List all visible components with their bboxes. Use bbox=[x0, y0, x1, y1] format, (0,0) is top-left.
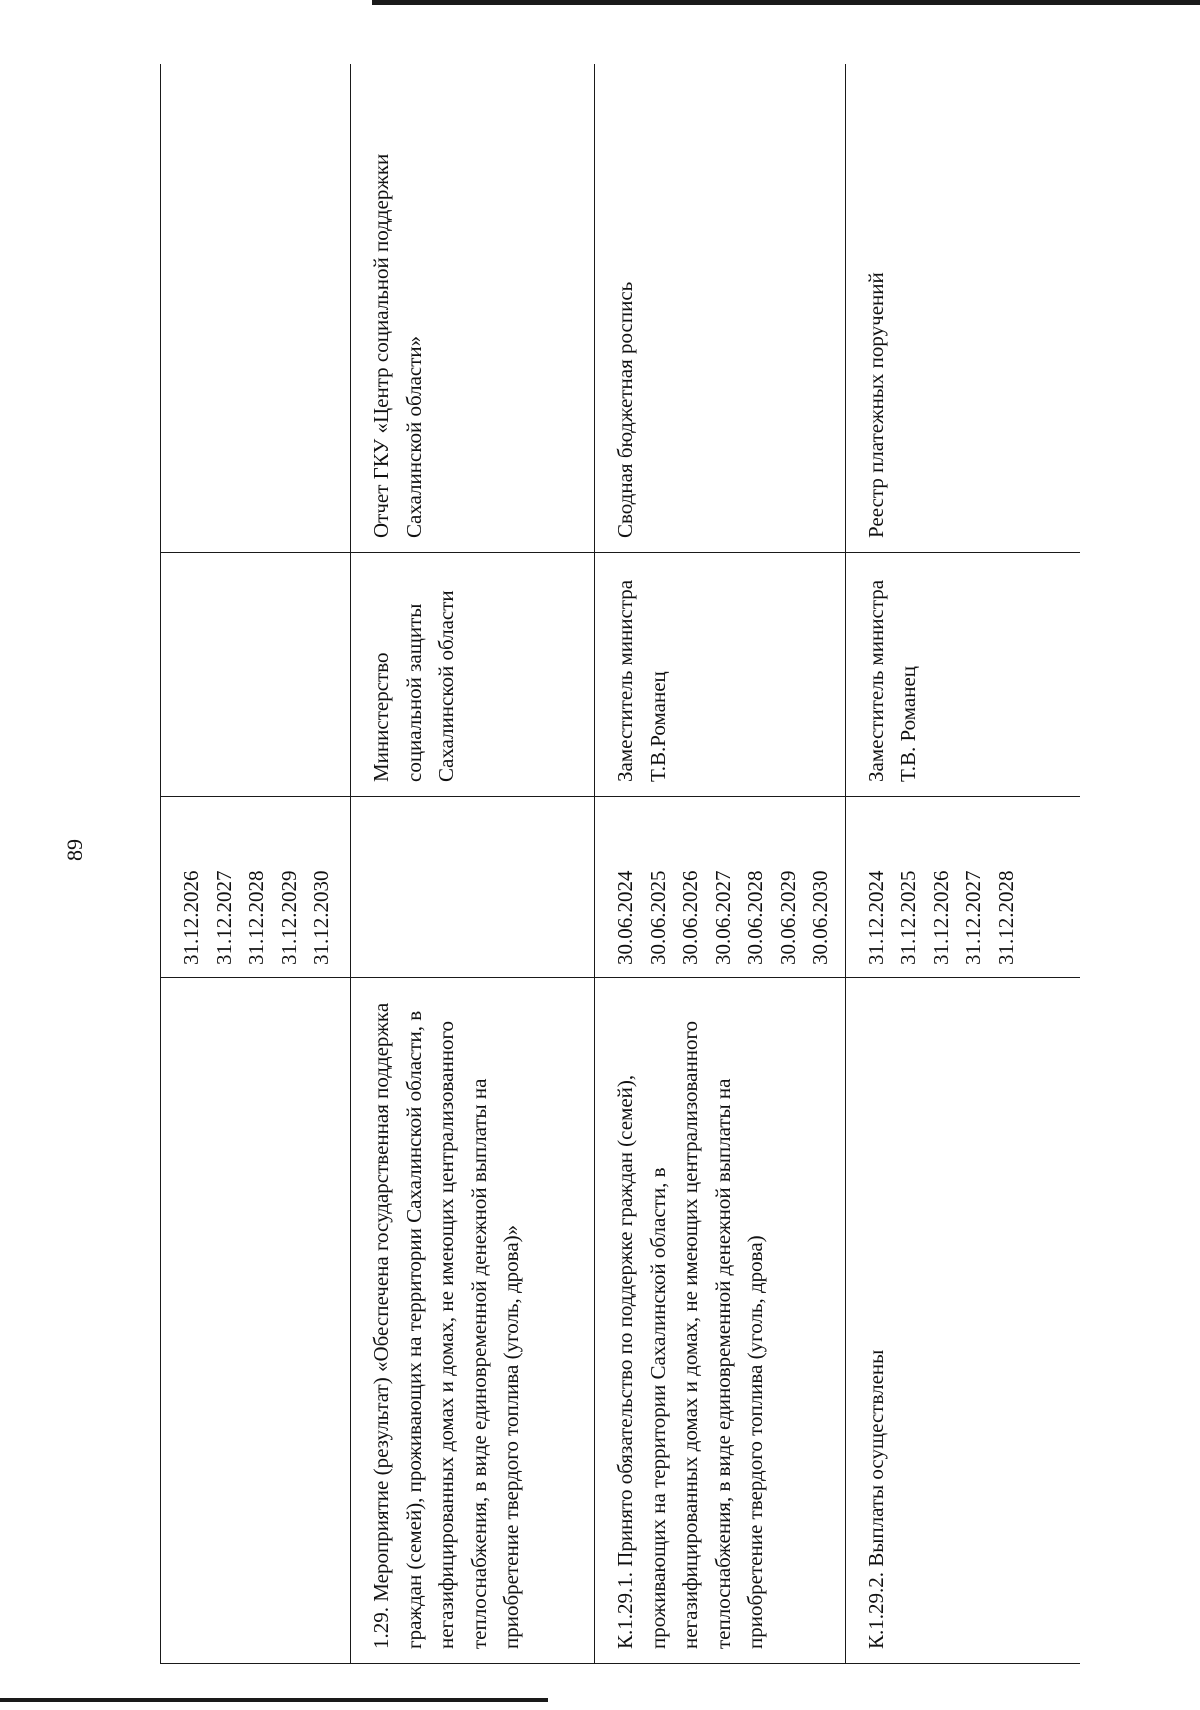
measure-name-cell bbox=[161, 978, 351, 1664]
table-frame bbox=[160, 64, 1080, 1664]
deadline-cell bbox=[161, 797, 351, 978]
deadline-date: 30.06.2024 bbox=[613, 870, 637, 965]
scan-edge-top bbox=[372, 0, 1200, 5]
deadline-date: 30.06.2028 bbox=[743, 870, 767, 965]
scan-edge-bottom bbox=[0, 1698, 548, 1702]
table-row bbox=[351, 64, 595, 1664]
deadline-date: 31.12.2028 bbox=[993, 870, 1018, 965]
deadline-date: 30.06.2026 bbox=[678, 870, 702, 965]
document-cell: Сводная бюджетная роспись bbox=[595, 64, 846, 553]
responsible-cell: Заместитель министра Т.В.Романец bbox=[595, 553, 846, 797]
deadline-cell bbox=[595, 797, 846, 978]
document-cell: Реестр платежных поручений bbox=[845, 64, 1080, 553]
deadline-cell bbox=[351, 797, 595, 978]
deadline-date: 31.12.2024 bbox=[863, 870, 888, 965]
deadline-date: 31.12.2029 bbox=[276, 870, 301, 965]
measure-name-cell: К.1.29.1. Принято обязательство по поддержке граждан (семей), проживающих на территории Сахалинской области, в негазифицированных домах и домах, не имеющих централизованного теплоснабжения, в виде единовременной денежной выплаты на приобретение твердого топлива (уголь, дрова) bbox=[595, 978, 846, 1664]
document-cell: Отчет ГКУ «Центр социальной поддержки Сахалинской области» bbox=[351, 64, 595, 553]
deadline-date: 31.12.2025 bbox=[896, 870, 920, 965]
table-row bbox=[161, 64, 351, 1664]
measures-table bbox=[160, 64, 1080, 1664]
responsible-cell: Министерство социальной защиты Сахалинской области bbox=[351, 553, 595, 797]
deadline-date: 31.12.2028 bbox=[244, 870, 268, 965]
deadline-date: 31.12.2027 bbox=[961, 870, 985, 965]
deadline-cell bbox=[845, 797, 1080, 978]
responsible-cell: Заместитель министра Т.В. Романец bbox=[845, 553, 1080, 797]
deadline-date: 31.12.2026 bbox=[179, 870, 203, 965]
deadline-date: 31.12.2030 bbox=[309, 870, 333, 965]
deadline-date: 31.12.2027 bbox=[211, 870, 236, 965]
deadline-date: 30.06.2029 bbox=[775, 870, 800, 965]
deadline-date: 30.06.2025 bbox=[645, 870, 670, 965]
table-row bbox=[595, 64, 846, 1664]
measure-name-cell: 1.29. Мероприятие (результат) «Обеспечена государственная поддержка граждан (семей), проживающих на территории Сахалинской области, в негазифицированных домах и домах, не имеющих централизованного теплоснабжения, в виде единовременной денежной выплаты на приобретение твердого топлива (уголь, дрова)» bbox=[351, 978, 595, 1664]
document-cell bbox=[161, 64, 351, 553]
deadline-date: 30.06.2027 bbox=[710, 870, 735, 965]
deadline-date: 30.06.2030 bbox=[808, 870, 832, 965]
table-row bbox=[845, 64, 1080, 1664]
responsible-cell bbox=[161, 553, 351, 797]
measure-name-cell: К.1.29.2. Выплаты осуществлены bbox=[845, 978, 1080, 1664]
deadline-date: 31.12.2026 bbox=[928, 870, 953, 965]
page-number: 89 bbox=[62, 839, 87, 861]
